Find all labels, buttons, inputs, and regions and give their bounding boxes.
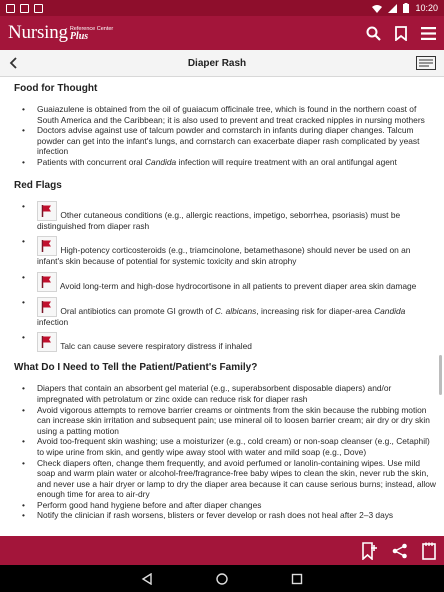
nav-back-icon[interactable] — [141, 573, 153, 585]
family-list — [14, 383, 436, 521]
status-time: 10:20 — [415, 3, 438, 13]
brand-subtitle: Reference Center — [69, 25, 114, 32]
list-item: • Notify the clinician if rash worsens, blisters or fever develop or rash does not heal after 2–3 days — [14, 510, 436, 521]
nav-recents-icon[interactable] — [291, 573, 303, 585]
red-flag-icon — [37, 272, 57, 292]
list-item: • High-potency corticosteroids (e.g., triamcinolone, betamethasone) should never be used on an infant's skin because of potential for systemic toxicity and skin atrophy — [14, 236, 436, 267]
bookmark-icon[interactable] — [395, 26, 407, 41]
food-list — [14, 104, 436, 168]
list-item: • Avoid long-term and high-dose hydrocortisone in all patients to prevent diaper area skin damage — [14, 272, 436, 292]
brand-plus: Plus — [69, 31, 89, 42]
signal-icon — [388, 4, 397, 13]
nav-home-icon[interactable] — [216, 573, 228, 585]
page-title: Diaper Rash — [187, 57, 247, 69]
scrollbar[interactable] — [439, 355, 442, 395]
status-bar — [0, 0, 444, 16]
list-item: • Doctors advise against use of talcum powder and cornstarch in infants during diaper changes. Talcum powder can get into the infant's lungs, and cornstarch can exacerbate diaper rash complicated by yeast infection — [14, 125, 436, 157]
notification-icon — [20, 4, 29, 13]
list-item: • Check diapers often, change them frequently, and avoid perfumed or lanolin-containing wipes. Use mild soap and warm plain water or alcohol-free/fragrance-free baby wipes to clean the skin, never rub the skin, and never use a hair dryer or lamp to dry the diaper area because it can cause serious burns; instead, allow enough time for area to air-dry — [14, 458, 436, 500]
brand-name: Nursing — [8, 22, 68, 43]
notification-icon — [34, 4, 43, 13]
section-heading-food: Food for Thought — [14, 83, 98, 94]
chevron-left-icon — [9, 57, 17, 69]
app-logo — [8, 22, 113, 44]
red-flag-icon — [37, 297, 57, 317]
list-item: • Other cutaneous conditions (e.g., allergic reactions, impetigo, seborrhea, psoriasis) must be distinguished from diaper rash — [14, 201, 436, 232]
notification-icon — [6, 4, 15, 13]
search-icon[interactable] — [366, 26, 381, 41]
section-heading-family: What Do I Need to Tell the Patient/Patient's Family? — [14, 362, 258, 374]
back-button[interactable] — [0, 57, 26, 69]
red-flag-icon — [37, 236, 57, 256]
menu-icon[interactable] — [421, 27, 436, 40]
red-flag-icon — [37, 332, 57, 352]
table-of-contents-button[interactable] — [408, 56, 444, 70]
list-item: • Avoid too-frequent skin washing; use a moisturizer (e.g., cold cream) or non-soap cleanser (e.g., Cetaphil) to wipe urine from skin, and gently wipe away stool with water and mild soap (e.g., Dove) — [14, 436, 436, 457]
list-item: • Diapers that contain an absorbent gel material (e.g., superabsorbent disposable diapers) and/or impregnated with petrolatum or zinc oxide can reduce risk for diaper rash — [14, 383, 436, 404]
title-bar — [0, 50, 444, 77]
list-item: • Oral antibiotics can promote GI growth of C. albicans, increasing risk for diaper-area Candida infection — [14, 297, 436, 328]
red-flag-icon — [37, 201, 57, 221]
bookmark-add-icon[interactable] — [362, 542, 378, 560]
system-nav-bar — [0, 565, 444, 592]
list-item: • Talc can cause severe respiratory distress if inhaled — [14, 332, 436, 352]
list-item: • Guaiazulene is obtained from the oil of guaiacum officinale tree, which is found in the northern coast of South America and the Caribbean; it is also used to prevent and treat cracked nipples in nursing mothers — [14, 104, 436, 125]
article-content[interactable] — [0, 77, 444, 536]
app-bar — [0, 16, 444, 50]
section-heading-red-flags: Red Flags — [14, 179, 62, 191]
wifi-icon — [372, 4, 382, 13]
table-of-contents-icon — [416, 56, 436, 70]
list-item: • Avoid vigorous attempts to remove barrier creams or ointments from the skin because the rubbing motion can increase skin irritation and subsequent pain; use mineral oil to loosen barrier cream; air dry or dry skin using a patting motion — [14, 405, 436, 437]
notes-icon[interactable] — [422, 542, 436, 560]
bottom-toolbar — [0, 536, 444, 565]
battery-icon — [403, 3, 409, 13]
share-icon[interactable] — [392, 543, 408, 559]
list-item: • Perform good hand hygiene before and after diaper changes — [14, 500, 436, 511]
list-item: • Patients with concurrent oral Candida infection will require treatment with an oral antifungal agent — [14, 157, 436, 168]
red-flags-list — [14, 201, 436, 353]
